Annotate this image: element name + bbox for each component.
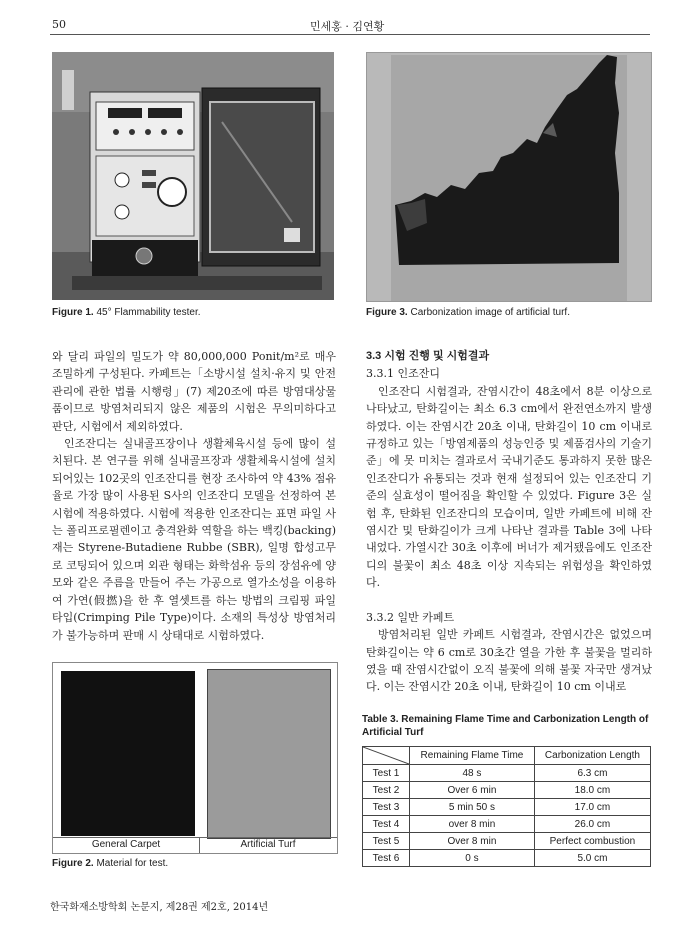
right-paragraph-1: 인조잔디 시험결과, 잔염시간이 48초에서 8분 이상으로 나타났고, 탄화길이는 최소 6.3 cm에서 완전연소까지 발생하였다. 이는 잔염시간 20초 이내, 탄화길이 10 cm 이내로 규정하고 있는「방염제품의 성능인증 및 제품검사의 기술기준」에 못 미치는 결과로서 국내기준도 통과하지 못한 많은 인조잔디가 유통되는 것과 현재 설정되어 있는 인조잔디 기준의 실효성이 떨어짐을 확인할 수 있었다. Figure 3은 실험 후, 탄화된 인조잔디의 모습이며, 일반 카페트에 비해 잔염시간 및 탄화길이가 크게 나타난 결과를 Table 3에 나타내었다. 가열시간 30초 이후에 버너가 제거됐음에도 인조잔디의 불꽃이 최소 48초 이상 지속되는 위험성을 확인하였다. <box>366 384 652 590</box>
section-heading-3-3: 3.3 시험 진행 및 시험결과 <box>366 350 490 362</box>
table-cell: Test 1 <box>363 765 410 782</box>
table-3-caption-text: Remaining Flame Time and Carbonization Length of Artificial Turf <box>362 714 649 738</box>
table-cell: over 8 min <box>410 816 535 833</box>
table-cell: 17.0 cm <box>534 799 650 816</box>
subsection-heading-3-3-2: 3.3.2 일반 카페트 <box>366 610 455 624</box>
table-row <box>363 782 651 799</box>
table-3-label: Table 3. <box>362 714 399 725</box>
figure-1-label: Figure 1. <box>52 307 94 318</box>
table-3 <box>362 746 651 867</box>
figure-1-caption <box>52 307 201 318</box>
table-3-caption <box>362 713 654 739</box>
figure-3-caption <box>366 307 570 318</box>
figure-3-label: Figure 3. <box>366 307 408 318</box>
table-cell: 6.3 cm <box>534 765 650 782</box>
table-cell: Test 6 <box>363 850 410 867</box>
right-paragraph-2: 방염처리된 일반 카페트 시험결과, 잔염시간은 없었으며 탄화길이는 약 6 cm로 30초간 열을 가한 후 불꽃을 멀리하였을 때 잔염시간없이 오직 불꽃에 의해 불꽃 자국만 생겨났다. 이는 잔염시간 20초 이내, 탄화길이 10 cm 이내로 <box>366 628 652 694</box>
table-corner-cell <box>363 747 410 765</box>
table-row <box>363 799 651 816</box>
figure-1-caption-text: 45° Flammability tester. <box>96 307 201 318</box>
table-row <box>363 765 651 782</box>
subsection-heading-3-3-1: 3.3.1 인조잔디 <box>366 367 440 381</box>
table-cell: Test 4 <box>363 816 410 833</box>
left-column <box>52 348 336 644</box>
left-paragraph-2: 인조잔디는 실내골프장이나 생활체육시설 등에 많이 설치된다. 본 연구를 위해 실내골프장과 생활체육시설에 설치되어있는 102곳의 인조잔디를 현장 조사하여 약 43% 점유율로 가장 많이 사용된 S사의 인조잔디 모델을 선정하여 본 시험에 적용하였다. 시험에 적용한 인조잔디는 표면 파일 사는 폴리프로필렌이고 충격완화 역할을 하는 백킹(backing)재는 Styrene-Butadiene Rubbe (SBR), 일명 합성고무로 코팅되어 있으며 외관 형태는 화학섬유 등의 장섬유에 양모와 같은 주름을 만들어 주는 가공으로 열가소성을 이용하여 가연(假撚)을 한 후 열셋트를 하는 방법의 크림핑 파일 타입(Crimping Pile Type)이다. 소재의 특성상 방염처리가 불가능하며 판매 시 상태대로 시험하였다. <box>52 437 336 642</box>
left-paragraph-1: 와 달리 파일의 밀도가 약 80,000,000 Ponit/m²로 매우 조밀하게 구성된다. 카페트는「소방시설 설치·유지 및 안전관리에 관한 법률 시행령」(7) 제20조에 따른 방염대상물품이므로 방염처리되지 않은 제품의 시험은 무의미하다고 판단, 시험에서 제외하였다. <box>52 350 336 433</box>
table-cell: 26.0 cm <box>534 816 650 833</box>
running-header-authors: 민세홍 · 김연황 <box>310 20 385 33</box>
table-cell: Test 5 <box>363 833 410 850</box>
diagonal-line <box>363 747 409 764</box>
table-cell: 0 s <box>410 850 535 867</box>
table-cell: Perfect combustion <box>534 833 650 850</box>
table-cell: Over 6 min <box>410 782 535 799</box>
right-column <box>366 348 652 696</box>
figure-2-caption <box>52 858 168 869</box>
table-cell: 18.0 cm <box>534 782 650 799</box>
page-number: 50 <box>52 18 66 31</box>
figure-3-photo <box>366 52 652 302</box>
flammability-tester-illustration <box>52 52 334 300</box>
figure-3-caption-text: Carbonization image of artificial turf. <box>410 307 570 318</box>
table-cell: Over 8 min <box>410 833 535 850</box>
table-cell: Test 3 <box>363 799 410 816</box>
general-carpet-sample <box>61 671 195 836</box>
table-header-cell: Remaining Flame Time <box>410 747 535 765</box>
figure-2-panel <box>52 662 338 854</box>
table-row <box>363 816 651 833</box>
table-row <box>363 833 651 850</box>
artificial-turf-sample <box>207 669 331 839</box>
general-carpet-label: General Carpet <box>91 839 161 850</box>
table-cell: 5 min 50 s <box>410 799 535 816</box>
table-cell: Test 2 <box>363 782 410 799</box>
header-rule <box>50 34 650 35</box>
figure-1-photo <box>52 52 334 300</box>
carbonized-turf-illustration <box>367 53 651 301</box>
table-cell: 5.0 cm <box>534 850 650 867</box>
figure-2-label: Figure 2. <box>52 858 94 869</box>
figure-2-caption-text: Material for test. <box>96 858 169 869</box>
table-header-cell: Carbonization Length <box>534 747 650 765</box>
journal-footer: 한국화재소방학회 논문지, 제28권 제2호, 2014년 <box>50 902 269 913</box>
table-header-row <box>363 747 651 765</box>
artificial-turf-label: Artificial Turf <box>240 839 296 850</box>
table-row <box>363 850 651 867</box>
table-cell: 48 s <box>410 765 535 782</box>
